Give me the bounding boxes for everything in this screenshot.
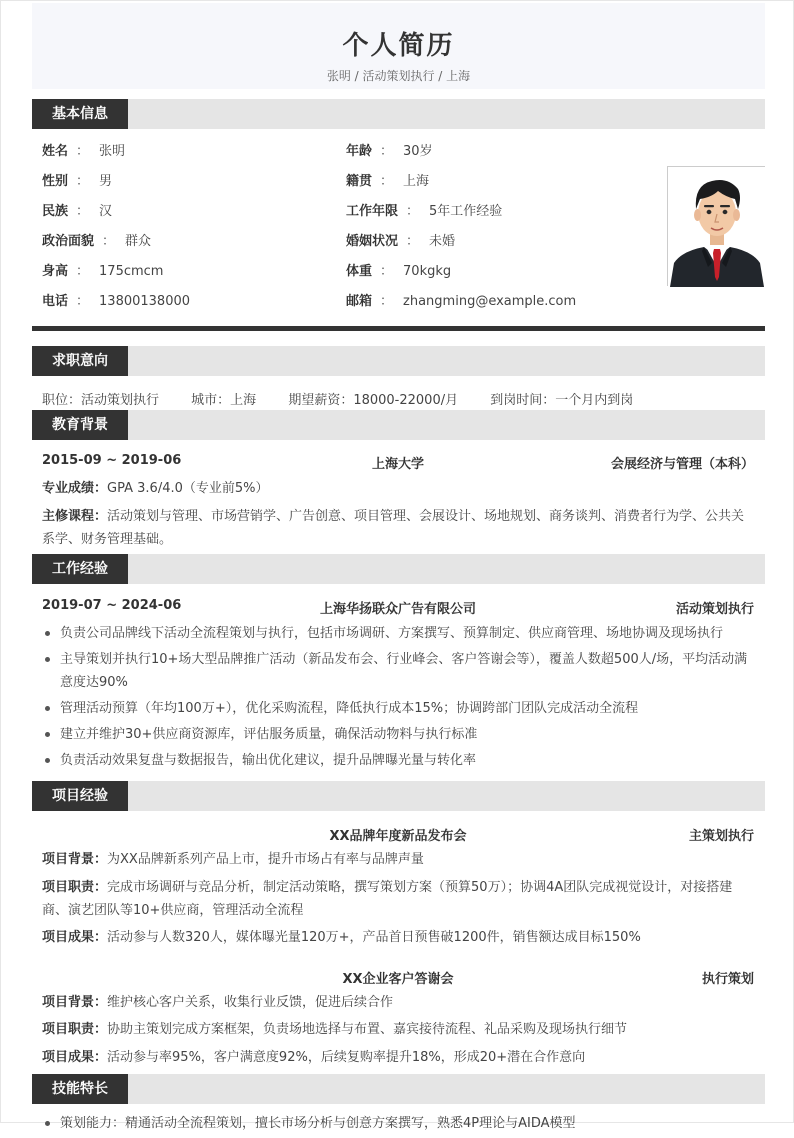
- info-label: 籍贯: [346, 174, 373, 189]
- info-value: 男: [99, 174, 113, 189]
- info-value: 张明: [99, 144, 126, 159]
- info-value: 30岁: [403, 144, 433, 159]
- info-origin: 籍贯 ： 上海: [346, 174, 430, 189]
- intent-start: 到岗时间：一个月内到岗: [490, 393, 634, 408]
- info-label: 身高: [42, 264, 69, 279]
- section-work: [32, 554, 765, 584]
- project-role: 执行策划: [701, 972, 754, 987]
- education-gpa: 专业成绩：GPA 3.6/4.0（专业前5%）: [42, 481, 269, 496]
- project-header: [42, 825, 754, 845]
- info-marital: 婚姻状况 ： 未婚: [346, 234, 456, 249]
- list-item: 负责活动效果复盘与数据报告，输出优化建议，提升品牌曝光量与转化率: [42, 749, 757, 772]
- project-role: 主策划执行: [688, 829, 754, 844]
- education-header: [42, 453, 754, 473]
- education-school: 上海大学: [371, 457, 424, 472]
- intent-city: 城市：上海: [191, 393, 257, 408]
- info-label: 邮箱: [346, 294, 373, 309]
- education-period: 2015-09 ~ 2019-06: [42, 453, 182, 468]
- section-title: 基本信息: [32, 99, 128, 129]
- list-item: 建立并维护30+供应商资源库，评估服务质量，确保活动物料与执行标准: [42, 723, 757, 746]
- work-company: 上海华扬联众广告有限公司: [319, 602, 476, 617]
- info-weight: 体重 ： 70kgkg: [346, 264, 452, 279]
- list-item: 策划能力：精通活动全流程策划，擅长市场分析与创意方案撰写，熟悉4P理论与AIDA模型: [42, 1112, 757, 1135]
- info-height: 身高 ： 175cmcm: [42, 264, 164, 279]
- info-name: 姓名 ： 张明: [42, 144, 126, 159]
- info-value: 群众: [125, 234, 152, 249]
- info-value: zhangming@example.com: [403, 294, 577, 309]
- project-header: [42, 968, 754, 988]
- avatar: [667, 166, 765, 286]
- info-label: 婚姻状况: [346, 234, 399, 249]
- info-label: 电话: [42, 294, 69, 309]
- avatar-illustration: [668, 167, 766, 287]
- section-divider: [32, 326, 765, 331]
- project-duty: 项目职责：完成市场调研与竞品分析，制定活动策略，撰写策划方案（预算50万）；协调4A团队完成视觉设计，对接搭建商、演艺团队等10+供应商，管理活动全流程: [42, 880, 733, 918]
- list-item: 负责公司品牌线下活动全流程策划与执行，包括市场调研、方案撰写、预算制定、供应商管理、场地协调及现场执行: [42, 622, 757, 645]
- info-label: 姓名: [42, 144, 69, 159]
- info-label: 政治面貌: [42, 234, 95, 249]
- list-item: 管理活动预算（年均100万+），优化采购流程，降低执行成本15%；协调跨部门团队完成活动全流程: [42, 697, 757, 720]
- page-title: 个人简历: [342, 31, 455, 61]
- job-intent-row: [42, 389, 661, 408]
- info-age: 年龄 ： 30岁: [346, 144, 433, 159]
- section-title: 教育背景: [32, 410, 128, 440]
- work-title: 活动策划执行: [675, 602, 754, 617]
- work-duties-list: [42, 622, 757, 775]
- education-courses: 主修课程：活动策划与管理、市场营销学、广告创意、项目管理、会展设计、场地规划、商务谈判、消费者行为学、公共关系学、财务管理基础。: [42, 509, 745, 547]
- info-label: 工作年限: [346, 204, 399, 219]
- info-value: 5年工作经验: [429, 204, 503, 219]
- section-title: 求职意向: [32, 346, 128, 376]
- info-email: 邮箱 ： zhangming@example.com: [346, 294, 577, 309]
- work-header: [42, 598, 754, 618]
- page-subtitle: 张明 / 活动策划执行 / 上海: [326, 69, 471, 83]
- section-job-intent: [32, 346, 765, 376]
- section-title: 工作经验: [32, 554, 128, 584]
- project-result: 项目成果：活动参与人数320人，媒体曝光量120万+，产品首日预售破1200件，销售额达成目标150%: [42, 930, 641, 945]
- intent-salary: 期望薪资：18000-22000/月: [288, 393, 459, 408]
- info-gender: 性别 ： 男: [42, 174, 113, 189]
- info-value: 上海: [403, 174, 430, 189]
- work-period: 2019-07 ~ 2024-06: [42, 598, 182, 613]
- list-item: 主导策划并执行10+场大型品牌推广活动（新品发布会、行业峰会、客户答谢会等），覆盖人数超500人/场，平均活动满意度达90%: [42, 648, 757, 694]
- section-skills: [32, 1074, 765, 1104]
- project-background: 项目背景：维护核心客户关系，收集行业反馈，促进后续合作: [42, 995, 394, 1010]
- section-title: 项目经验: [32, 781, 128, 811]
- resume-header: [32, 3, 765, 89]
- section-basic-info: [32, 99, 765, 129]
- info-value: 汉: [99, 204, 113, 219]
- intent-position: 职位：活动策划执行: [42, 393, 160, 408]
- info-value: 70kgkg: [403, 264, 452, 279]
- info-value: 13800138000: [99, 294, 191, 309]
- info-value: 未婚: [429, 234, 456, 249]
- section-education: [32, 410, 765, 440]
- info-label: 性别: [42, 174, 69, 189]
- info-label: 体重: [346, 264, 373, 279]
- education-major: 会展经济与管理（本科）: [610, 457, 754, 472]
- info-years: 工作年限 ： 5年工作经验: [346, 204, 503, 219]
- info-label: 民族: [42, 204, 69, 219]
- info-value: 175cmcm: [99, 264, 164, 279]
- info-label: 年龄: [346, 144, 373, 159]
- info-phone: 电话 ： 13800138000: [42, 294, 191, 309]
- project-result: 项目成果：活动参与率95%，客户满意度92%，后续复购率提升18%，形成20+潜在合作意向: [42, 1050, 586, 1065]
- project-duty: 项目职责：协助主策划完成方案框架，负责场地选择与布置、嘉宾接待流程、礼品采购及现场执行细节: [42, 1022, 628, 1037]
- project-name: XX企业客户答谢会: [342, 972, 454, 987]
- skills-list: [42, 1112, 757, 1138]
- info-ethnicity: 民族 ： 汉: [42, 204, 113, 219]
- info-politics: 政治面貌 ： 群众: [42, 234, 152, 249]
- project-name: XX品牌年度新品发布会: [329, 829, 467, 844]
- section-title: 技能特长: [32, 1074, 128, 1104]
- project-background: 项目背景：为XX品牌新系列产品上市，提升市场占有率与品牌声量: [42, 852, 424, 867]
- section-projects: [32, 781, 765, 811]
